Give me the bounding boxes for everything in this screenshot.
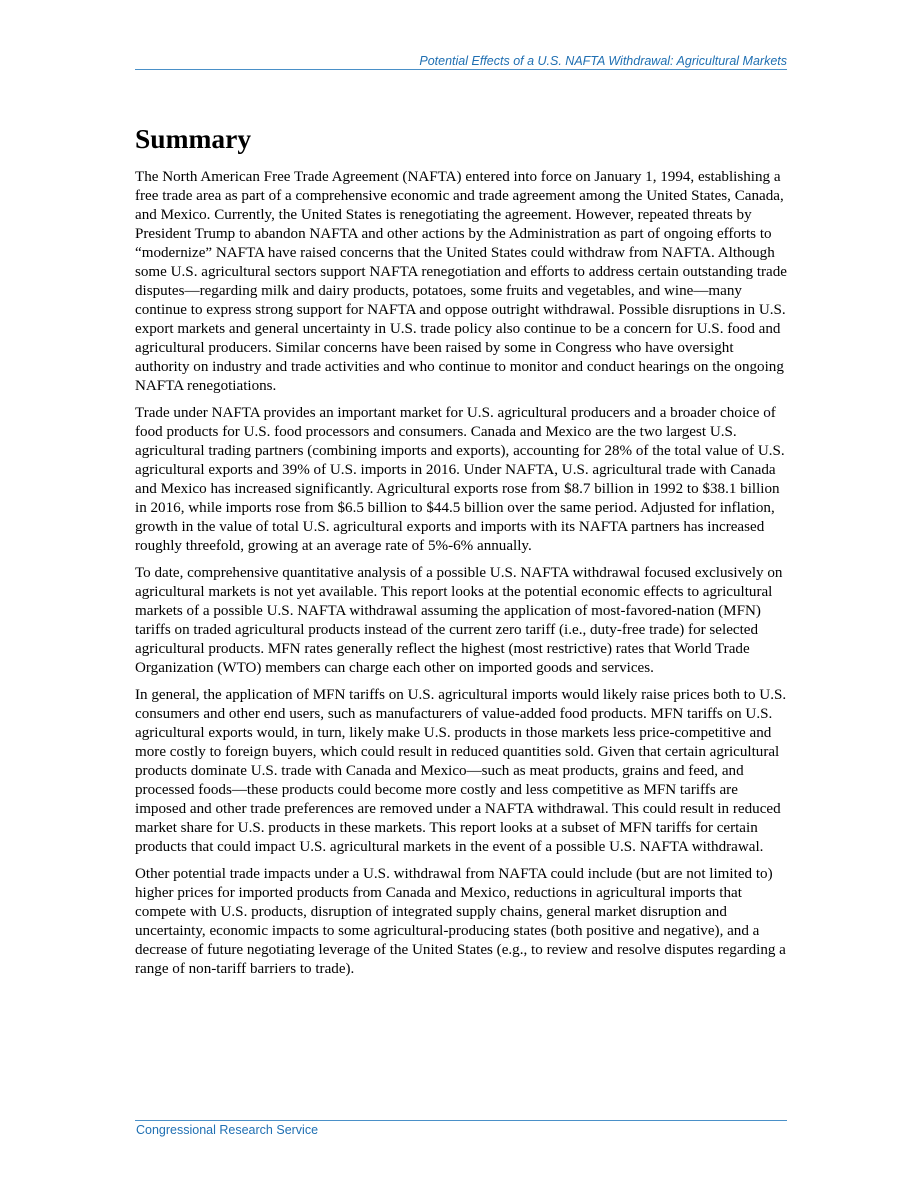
paragraph-3: To date, comprehensive quantitative analysis of a possible U.S. NAFTA withdrawal focused exclusively on agricultural markets is not yet available. This report looks at the potential economic effects to agricultural markets of a possible U.S. NAFTA withdrawal assuming the application of most-favored-nation (MFN) tariffs on traded agricultural products instead of the current zero tariff (i.e., duty-free trade) for selected agricultural products. MFN rates generally reflect the highest (most restrictive) rates that World Trade Organization (WTO) members can charge each other on imported goods and services. — [135, 565, 783, 676]
running-header-title: Potential Effects of a U.S. NAFTA Withdrawal: Agricultural Markets — [419, 54, 787, 68]
footer-divider — [135, 1120, 787, 1121]
paragraph-4: In general, the application of MFN tariffs on U.S. agricultural imports would likely raise prices both to U.S. consumers and other end users, such as manufacturers of value-added food products. MFN tariffs on U.S. agricultural exports would, in turn, likely make U.S. products in those markets less price-competitive and more costly to foreign buyers, which could result in reduced quantities sold. Given that certain agricultural products dominate U.S. trade with Canada and Mexico—such as meat products, grains and feed, and processed foods—these products could become more costly and less competitive as MFN tariffs are imposed and other trade preferences are removed under a NAFTA withdrawal. This could result in reduced market share for U.S. products in these markets. This report looks at a subset of MFN tariffs for certain products that could impact U.S. agricultural markets in the event of a possible U.S. NAFTA withdrawal. — [135, 687, 787, 855]
page-title: Summary — [135, 123, 252, 154]
paragraph-1: The North American Free Trade Agreement (NAFTA) entered into force on January 1, 1994, establishing a free trade area as part of a comprehensive economic and trade agreement among the United States, Canada, and Mexico. Currently, the United States is renegotiating the agreement. However, repeated threats by President Trump to abandon NAFTA and other actions by the Administration as part of ongoing efforts to “modernize” NAFTA have raised concerns that the United States could withdraw from NAFTA. Although some U.S. agricultural sectors support NAFTA renegotiation and efforts to address certain outstanding trade disputes—regarding milk and dairy products, potatoes, some fruits and vegetables, and wine—many continue to express strong support for NAFTA and oppose outright withdrawal. Possible disruptions in U.S. export markets and general uncertainty in U.S. trade policy also continue to be a concern for U.S. food and agricultural producers. Similar concerns have been raised by some in Congress who have oversight authority on industry and trade activities and who continue to monitor and conduct hearings on the ongoing NAFTA renegotiations. — [135, 169, 788, 394]
paragraph-5: Other potential trade impacts under a U.S. withdrawal from NAFTA could include (but are not limited to) higher prices for imported products from Canada and Mexico, reductions in agricultural imports that compete with U.S. products, disruption of integrated supply chains, general market disruption and uncertainty, economic impacts to some agricultural-producing states (both positive and negative), and a decrease of future negotiating leverage of the United States (e.g., to review and resolve disputes regarding a range of non-tariff barriers to trade). — [135, 866, 786, 977]
footer-publisher: Congressional Research Service — [136, 1123, 319, 1137]
paragraph-2: Trade under NAFTA provides an important market for U.S. agricultural producers and a broader choice of food products for U.S. food processors and consumers. Canada and Mexico are the two largest U.S. agricultural trading partners (combining imports and exports), accounting for 28% of the total value of U.S. agricultural exports and 39% of U.S. imports in 2016. Under NAFTA, U.S. agricultural trade with Canada and Mexico has increased significantly. Agricultural exports rose from $8.7 billion in 1992 to $38.1 billion in 2016, while imports rose from $6.5 billion to $44.5 billion over the same period. Adjusted for inflation, growth in the value of total U.S. agricultural exports and imports with its NAFTA partners has increased roughly threefold, growing at an average rate of 5%-6% annually. — [135, 405, 785, 554]
header-divider — [135, 69, 787, 70]
summary-body — [135, 168, 787, 987]
